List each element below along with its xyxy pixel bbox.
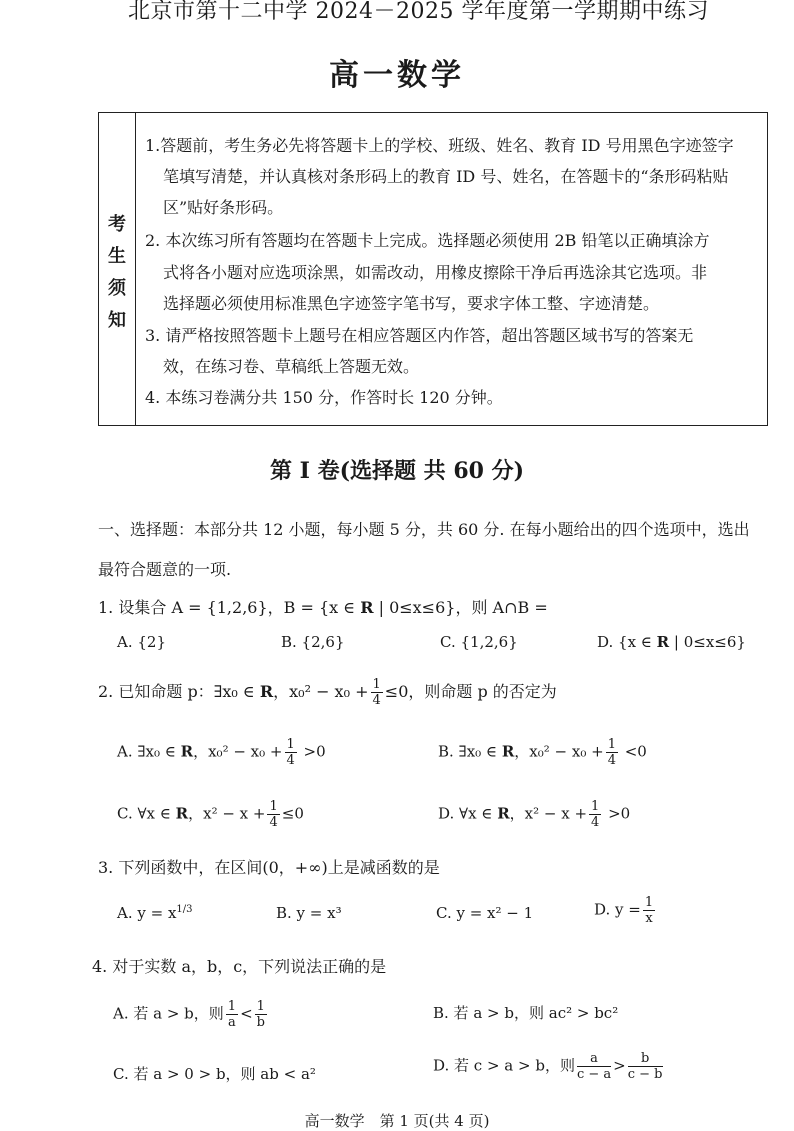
fraction-num: 1: [644, 895, 654, 910]
section-intro-line: 一、选择题：本部分共 12 小题，每小题 5 分，共 60 分. 在每小题给出的四个选项中，选出: [98, 520, 750, 539]
q2-c-r: R: [175, 804, 189, 823]
fraction: [643, 896, 655, 925]
part-title: 第 I 卷(选择题 共 60 分): [269, 458, 525, 484]
fraction-den: x: [645, 911, 653, 926]
fraction-den: c − a: [576, 1067, 612, 1082]
notice-label-char: 考: [108, 214, 126, 235]
q2-stem-mid: ，x₀² − x₀ +: [273, 682, 369, 701]
q2-stem-pre: 2. 已知命题 p：∃x₀ ∈: [98, 682, 260, 701]
notice-label-char: 须: [108, 278, 126, 299]
q1-stem-bold: R: [360, 598, 374, 617]
q4-d-rel: >: [613, 1056, 626, 1075]
fraction-den: 4: [591, 815, 600, 830]
fraction: [285, 738, 297, 767]
fraction-den: 4: [607, 753, 616, 768]
notice-divider: [135, 113, 136, 425]
q2-c-pre: C. ∀x ∈: [117, 804, 176, 823]
q2-b-pre: B. ∃x₀ ∈: [438, 742, 502, 761]
question-2-stem: [98, 678, 557, 707]
fraction: [371, 678, 383, 707]
q2-option-b: [438, 738, 647, 767]
notice-line: 3. 请严格按照答题卡上题号在相应答题区内作答，超出答题区域书写的答案无: [145, 326, 694, 345]
notice-label-char: 生: [108, 246, 126, 267]
question-4-stem: 4. 对于实数 a，b，c，下列说法正确的是: [92, 957, 387, 976]
q2-a-r: R: [180, 742, 194, 761]
section-intro-line: 最符合题意的一项.: [98, 560, 232, 579]
notice-box: [98, 112, 768, 426]
fraction-den: c − b: [627, 1067, 663, 1082]
q2-b-post: <0: [619, 742, 647, 761]
notice-line: 区”贴好条形码。: [163, 198, 284, 217]
q1-option-d: [597, 633, 746, 651]
notice-line: 2. 本次练习所有答题均在答题卡上完成。选择题必须使用 2B 铅笔以正确填涂方: [145, 231, 710, 250]
fraction: [267, 800, 279, 829]
question-1-stem: [98, 595, 548, 618]
fraction: [589, 800, 601, 829]
fraction: [628, 1052, 663, 1081]
q3-d-pre: D. y =: [594, 900, 641, 919]
q4-a-pre: A. 若 a > b，则: [113, 1004, 224, 1023]
question-3-stem: 3. 下列函数中，在区间(0，+∞)上是减函数的是: [98, 858, 440, 877]
fraction-num: a: [577, 1052, 611, 1067]
fraction: [606, 738, 618, 767]
notice-line: 式将各小题对应选项涂黑，如需改动，用橡皮擦除干净后再选涂其它选项。非: [163, 263, 708, 282]
q2-d-r: R: [497, 804, 510, 823]
q3-option-d: [594, 896, 657, 925]
fraction-num: 1: [591, 799, 600, 814]
fraction-den: 4: [372, 693, 381, 708]
q2-a-post: >0: [298, 742, 326, 761]
notice-line: 效，在练习卷、草稿纸上答题无效。: [163, 357, 420, 376]
fraction-num: 1: [372, 677, 381, 692]
q2-option-a: [117, 738, 326, 767]
fraction-num: 1: [256, 999, 265, 1014]
fraction: [577, 1052, 611, 1081]
notice-label-char: 知: [108, 310, 126, 331]
q4-d-pre: D. 若 c > a > b，则: [433, 1056, 575, 1075]
q1-option-b: B. {2,6}: [281, 633, 345, 651]
exam-header: 北京市第十二中学 2024－2025 学年度第一学期期中练习: [128, 0, 709, 24]
q2-option-d: [438, 800, 630, 829]
q4-option-c: C. 若 a > 0 > b，则 ab < a²: [113, 1065, 316, 1083]
fraction-num: 1: [286, 737, 295, 752]
q4-a-rel: <: [240, 1004, 253, 1023]
q2-d-pre: D. ∀x ∈: [438, 804, 498, 823]
q2-stem-bold: R: [259, 682, 274, 701]
q2-option-c: [117, 800, 304, 829]
notice-label: [99, 209, 135, 337]
notice-line: 笔填写清楚，并认真核对条形码上的教育 ID 号、姓名，在答题卡的“条形码粘贴: [163, 167, 729, 186]
fraction: [255, 1000, 267, 1029]
fraction-den: a: [228, 1015, 236, 1030]
q2-stem-post: ≤0，则命题 p 的否定为: [384, 682, 557, 701]
fraction-num: 1: [269, 799, 278, 814]
notice-line: 1.答题前，考生务必先将答题卡上的学校、班级、姓名、教育 ID 号用黑色字迹签字: [145, 136, 734, 155]
q1-d-suffix: | 0≤x≤6}: [669, 633, 746, 651]
page-footer: 高一数学 第 1 页(共 4 页): [304, 1112, 490, 1130]
q1-option-c: C. {1,2,6}: [440, 633, 518, 651]
q1-stem-suffix: | 0≤x≤6}，则 A∩B =: [373, 598, 548, 617]
q3-option-c: C. y = x² − 1: [436, 904, 534, 922]
q2-c-post: ≤0: [281, 804, 304, 823]
q3-option-a: [117, 904, 193, 922]
q1-stem-prefix: 1. 设集合 A = {1,2,6}，B = {x ∈: [98, 598, 361, 617]
q2-d-mid: ，x² − x +: [509, 804, 588, 823]
fraction-den: 4: [269, 815, 278, 830]
q2-a-mid: ，x₀² − x₀ +: [193, 742, 283, 761]
q2-c-mid: ，x² − x +: [188, 804, 266, 823]
q1-d-prefix: D. {x ∈: [597, 633, 657, 651]
page-title: 高一数学: [329, 58, 465, 93]
q3-a-exponent: 1/3: [176, 904, 193, 915]
q1-d-bold: R: [656, 633, 670, 651]
q1-option-a: A. {2}: [117, 633, 166, 651]
fraction: [226, 1000, 238, 1029]
fraction-num: 1: [607, 737, 616, 752]
q2-d-post: >0: [603, 804, 631, 823]
fraction-num: 1: [227, 999, 237, 1014]
q3-a-pre: A. y = x: [117, 904, 177, 922]
notice-line: 4. 本练习卷满分共 150 分，作答时长 120 分钟。: [145, 388, 503, 407]
fraction-den: 4: [286, 753, 295, 768]
q3-option-b: B. y = x³: [276, 904, 342, 922]
q2-b-r: R: [501, 742, 515, 761]
q4-option-b: B. 若 a > b，则 ac² > bc²: [433, 1004, 619, 1022]
q4-option-a: [113, 1000, 269, 1029]
notice-line: 选择题必须使用标准黑色字迹签字笔书写，要求字体工整、字迹清楚。: [163, 294, 660, 313]
q4-option-d: [433, 1052, 665, 1081]
fraction-num: b: [628, 1052, 663, 1067]
q2-a-pre: A. ∃x₀ ∈: [117, 742, 181, 761]
fraction-den: b: [256, 1015, 265, 1030]
q2-b-mid: ，x₀² − x₀ +: [514, 742, 604, 761]
